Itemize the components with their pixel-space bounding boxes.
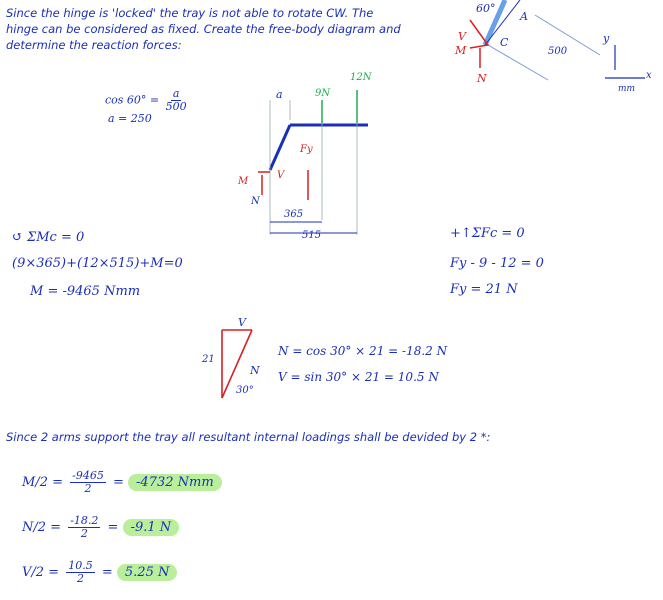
result-v-lhs: V/2 = bbox=[22, 565, 60, 580]
top-diagram bbox=[470, 0, 645, 80]
top-tray-edge2 bbox=[535, 15, 600, 55]
result-m-den: 2 bbox=[84, 482, 92, 495]
fbd-n-label: N bbox=[251, 196, 260, 207]
fbd-dim2: 515 bbox=[302, 230, 322, 241]
force-eq-2: Fy - 9 - 12 = 0 bbox=[450, 256, 544, 271]
result-row-v: V/2 = $\frac{10.5}{2}$ = 5.25 N bbox=[22, 560, 177, 585]
fbd-arm bbox=[270, 125, 290, 170]
result-n-fraction bbox=[68, 515, 100, 540]
result-v-den: 2 bbox=[76, 572, 84, 585]
cos-den: 500 bbox=[165, 100, 187, 113]
fbd-v-label: V bbox=[277, 170, 285, 181]
cos-lhs: cos 60° = bbox=[105, 93, 160, 107]
unit-label: mm bbox=[618, 84, 636, 94]
axis-x-label: x bbox=[646, 70, 652, 81]
fbd-a-label: a bbox=[276, 88, 283, 101]
top-tray-edge bbox=[488, 45, 548, 80]
top-point-a: A bbox=[520, 10, 528, 23]
fbd-fy-label: Fy bbox=[300, 144, 313, 155]
triangle-side-label: 21 bbox=[202, 354, 215, 365]
a-result: a = 250 bbox=[108, 112, 152, 125]
triangle-v-label: V bbox=[238, 316, 246, 329]
result-v-value: 5.25 N bbox=[117, 564, 177, 581]
top-v-label: V bbox=[458, 30, 466, 43]
force-eq-3: Fy = 21 N bbox=[450, 282, 518, 297]
top-point-c: C bbox=[500, 36, 509, 49]
intro-text: Since the hinge is 'locked' the tray is not able to rotate CW. The hinge can be considered as fixed. Create the free-body diagram and determine the reaction forces: bbox=[6, 6, 401, 52]
cos-equation bbox=[105, 88, 190, 113]
result-n-lhs: N/2 = bbox=[22, 520, 62, 535]
result-row-m: M/2 = $\frac{-9465}{2}$ = -4732 Nmm bbox=[22, 470, 222, 495]
result-v-num: 10.5 bbox=[68, 559, 93, 572]
triangle-eq-v: V = sin 30° × 21 = 10.5 N bbox=[278, 370, 439, 384]
force-eq-1: +↑ΣFc = 0 bbox=[450, 226, 525, 241]
fbd-dim1: 365 bbox=[284, 209, 304, 220]
result-m-lhs: M/2 = bbox=[22, 475, 63, 490]
moment-eq-1: ↺ ΣMc = 0 bbox=[12, 230, 85, 245]
cos-num: a bbox=[172, 87, 180, 100]
fbd-m-label: M bbox=[238, 176, 249, 187]
top-n-label: N bbox=[477, 72, 487, 85]
result-m-num: -9465 bbox=[72, 469, 104, 482]
result-v-fraction bbox=[66, 560, 95, 585]
triangle-n-label: N bbox=[250, 364, 260, 377]
result-row-n: N/2 = $\frac{-18.2}{2}$ = -9.1 N bbox=[22, 515, 179, 540]
fbd-load1: 9N bbox=[315, 88, 331, 99]
axis-y-label: y bbox=[603, 32, 610, 45]
arms-text: Since 2 arms support the tray all resultant internal loadings shall be devided by 2 *: bbox=[6, 430, 491, 444]
result-m-fraction bbox=[70, 470, 106, 495]
top-m-label: M bbox=[455, 44, 467, 57]
cos-fraction bbox=[166, 88, 187, 113]
top-length-label: 500 bbox=[548, 46, 568, 57]
fbd-load2: 12N bbox=[350, 72, 372, 83]
result-n-den: 2 bbox=[80, 527, 88, 540]
triangle-eq-n: N = cos 30° × 21 = -18.2 N bbox=[278, 344, 448, 358]
triangle-angle-label: 30° bbox=[236, 385, 254, 396]
top-angle-label: 60° bbox=[476, 2, 496, 15]
moment-eq-3: M = -9465 Nmm bbox=[30, 284, 141, 299]
free-body-diagram bbox=[258, 90, 368, 235]
result-m-value: -4732 Nmm bbox=[128, 474, 222, 491]
result-n-value: -9.1 N bbox=[123, 519, 180, 536]
moment-eq-2: (9×365)+(12×515)+M=0 bbox=[12, 256, 183, 271]
result-n-num: -18.2 bbox=[70, 514, 99, 527]
